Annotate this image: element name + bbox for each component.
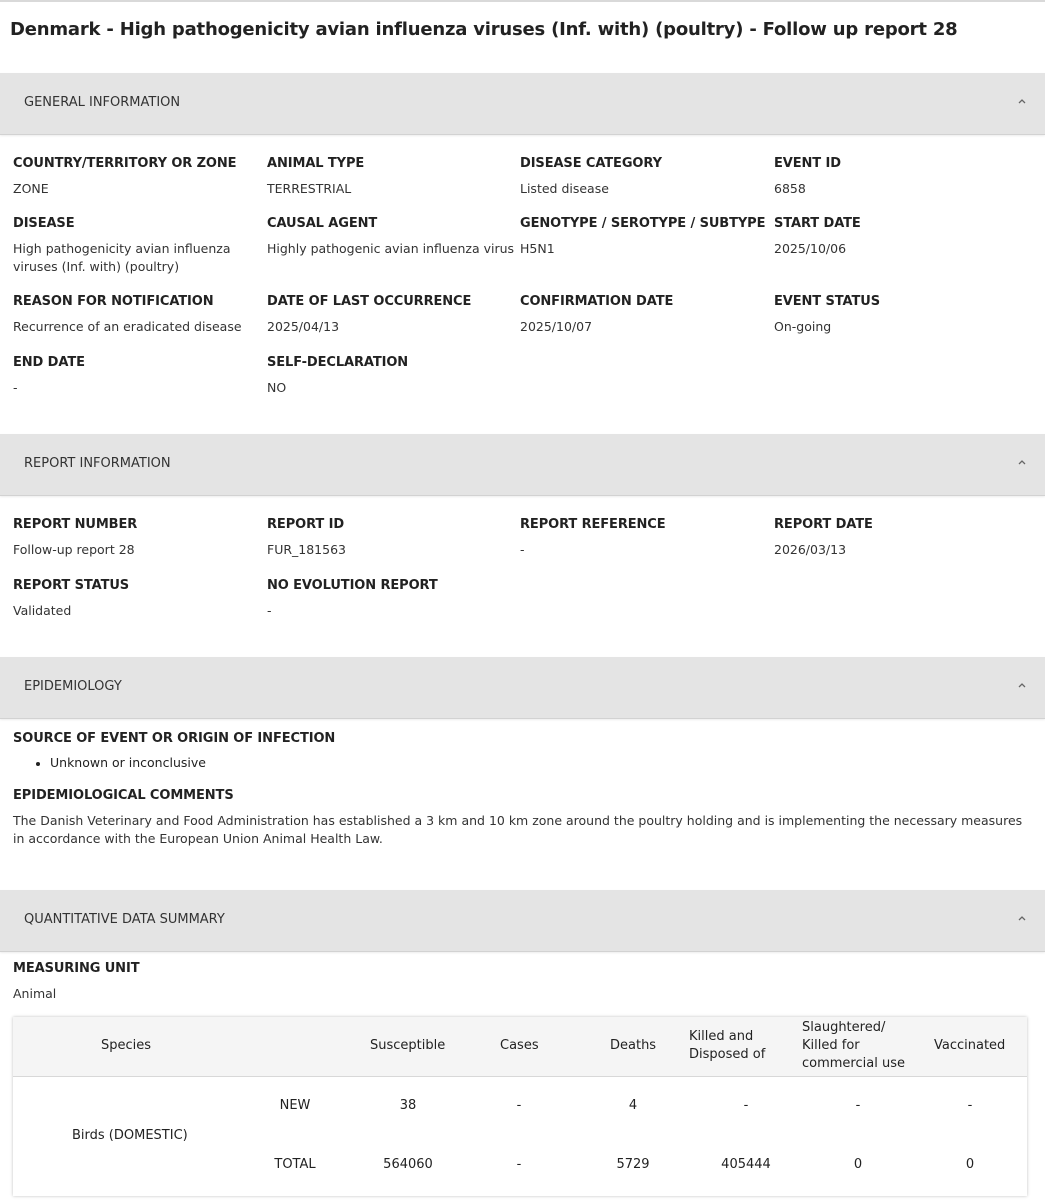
cell-total-slaughtered: 0 <box>853 1157 863 1172</box>
quantitative-data-table <box>13 1017 1027 1196</box>
field-value: ZONE <box>13 181 49 196</box>
field-epidemiological-comments <box>13 788 234 803</box>
cell-total-vaccinated: 0 <box>965 1157 975 1172</box>
field-value: Recurrence of an eradicated disease <box>13 319 242 334</box>
column-header-susceptible: Susceptible <box>370 1038 446 1053</box>
field-date-of-last-occurrence <box>267 294 471 336</box>
chevron-up-icon[interactable] <box>1016 456 1028 468</box>
field-label: REPORT DATE <box>774 517 873 532</box>
field-reason-for-notification <box>13 294 242 336</box>
field-value: - <box>13 380 18 395</box>
column-header-species: Species <box>101 1038 152 1053</box>
field-measuring-unit <box>13 961 139 1003</box>
field-value: 2025/10/07 <box>520 319 593 334</box>
field-label: REPORT ID <box>267 517 345 532</box>
field-label: START DATE <box>774 216 861 231</box>
column-header-killed-and-disposed: Killed and Disposed of <box>689 1029 766 1062</box>
field-value: - <box>267 603 272 618</box>
field-label: COUNTRY/TERRITORY OR ZONE <box>13 156 237 171</box>
field-label: GENOTYPE / SEROTYPE / SUBTYPE <box>520 216 766 231</box>
field-value: High pathogenicity avian influenza viruses (Inf. with) (poultry) <box>13 241 231 274</box>
field-value: Animal <box>13 986 57 1001</box>
row-label-new: NEW <box>279 1098 311 1113</box>
field-label: DISEASE CATEGORY <box>520 156 662 171</box>
field-value: FUR_181563 <box>267 542 346 557</box>
section-header-quantitative-data-summary[interactable] <box>0 890 1045 952</box>
section-header-general-information[interactable] <box>0 73 1045 135</box>
field-label: REPORT REFERENCE <box>520 517 666 532</box>
field-label: CONFIRMATION DATE <box>520 294 674 309</box>
chevron-up-icon[interactable] <box>1016 679 1028 691</box>
top-divider <box>0 0 1045 2</box>
field-event-status <box>774 294 880 336</box>
field-disease <box>13 216 253 276</box>
cell-total-killed: 405444 <box>721 1157 771 1172</box>
cell-new-slaughtered: - <box>855 1098 861 1113</box>
cell-new-deaths: 4 <box>628 1098 638 1113</box>
epidemiological-comments-text: The Danish Veterinary and Food Administration has established a 3 km and 10 km zone around the poultry holding and is implementing the necessary measures in accordance with the European Union Animal Health Law. <box>13 813 1023 846</box>
field-country <box>13 156 236 198</box>
source-list <box>34 755 206 770</box>
section-title: REPORT INFORMATION <box>24 456 171 471</box>
field-value: H5N1 <box>520 241 555 256</box>
field-label: REASON FOR NOTIFICATION <box>13 294 214 309</box>
section-header-epidemiology[interactable] <box>0 657 1045 719</box>
field-label: EVENT ID <box>774 156 841 171</box>
field-event-id <box>774 156 841 198</box>
field-value: On-going <box>774 319 832 334</box>
field-value: 2026/03/13 <box>774 542 847 557</box>
field-label: CAUSAL AGENT <box>267 216 378 231</box>
field-end-date <box>13 355 85 397</box>
field-animal-type <box>267 156 364 198</box>
page-title: Denmark - High pathogenicity avian influenza viruses (Inf. with) (poultry) - Follow up report 28 <box>10 19 958 40</box>
field-value: Highly pathogenic avian influenza virus <box>267 241 515 256</box>
field-label: ANIMAL TYPE <box>267 156 365 171</box>
field-no-evolution-report <box>267 578 438 620</box>
field-label: REPORT STATUS <box>13 578 130 593</box>
field-report-number <box>13 517 137 559</box>
list-item: Unknown or inconclusive <box>34 755 206 770</box>
column-header-slaughtered: Slaughtered/ Killed for commercial use <box>802 1020 905 1071</box>
cell-new-killed: - <box>743 1098 749 1113</box>
field-report-reference <box>520 517 666 559</box>
field-report-date <box>774 517 873 559</box>
chevron-up-icon[interactable] <box>1016 95 1028 107</box>
column-header-vaccinated: Vaccinated <box>934 1038 1006 1053</box>
section-title: GENERAL INFORMATION <box>24 95 181 110</box>
field-report-status <box>13 578 129 620</box>
cell-new-cases: - <box>516 1098 522 1113</box>
cell-total-cases: - <box>516 1157 522 1172</box>
cell-total-susceptible: 564060 <box>383 1157 433 1172</box>
field-label: NO EVOLUTION REPORT <box>267 578 438 593</box>
section-title: QUANTITATIVE DATA SUMMARY <box>24 912 225 927</box>
field-confirmation-date <box>520 294 673 336</box>
field-value: 2025/04/13 <box>267 319 340 334</box>
field-value: NO <box>267 380 287 395</box>
field-label: EPIDEMIOLOGICAL COMMENTS <box>13 788 234 803</box>
field-label: SELF-DECLARATION <box>267 355 409 370</box>
field-value: Listed disease <box>520 181 609 196</box>
field-genotype <box>520 216 765 258</box>
species-name: Birds (DOMESTIC) <box>72 1128 188 1143</box>
table-header <box>13 1017 1027 1077</box>
section-title: EPIDEMIOLOGY <box>24 679 122 694</box>
field-causal-agent <box>267 216 514 258</box>
field-label: END DATE <box>13 355 85 370</box>
field-value: Validated <box>13 603 72 618</box>
field-value: TERRESTRIAL <box>267 181 352 196</box>
field-value: 2025/10/06 <box>774 241 847 256</box>
column-header-cases: Cases <box>500 1038 539 1053</box>
field-start-date <box>774 216 861 258</box>
cell-total-deaths: 5729 <box>616 1157 650 1172</box>
field-label: MEASURING UNIT <box>13 961 140 976</box>
field-report-id <box>267 517 346 559</box>
cell-new-vaccinated: - <box>967 1098 973 1113</box>
field-label: DISEASE <box>13 216 75 231</box>
section-header-report-information[interactable] <box>0 434 1045 496</box>
row-label-total: TOTAL <box>274 1157 316 1172</box>
field-label: REPORT NUMBER <box>13 517 138 532</box>
field-source-of-event <box>13 731 335 746</box>
field-value: Follow-up report 28 <box>13 542 135 557</box>
field-label: SOURCE OF EVENT OR ORIGIN OF INFECTION <box>13 731 336 746</box>
field-label: EVENT STATUS <box>774 294 880 309</box>
field-self-declaration <box>267 355 408 397</box>
field-label: DATE OF LAST OCCURRENCE <box>267 294 472 309</box>
field-value: 6858 <box>774 181 806 196</box>
field-value: - <box>520 542 525 557</box>
field-disease-category <box>520 156 662 198</box>
chevron-up-icon[interactable] <box>1016 912 1028 924</box>
column-header-deaths: Deaths <box>610 1038 657 1053</box>
cell-new-susceptible: 38 <box>399 1098 417 1113</box>
